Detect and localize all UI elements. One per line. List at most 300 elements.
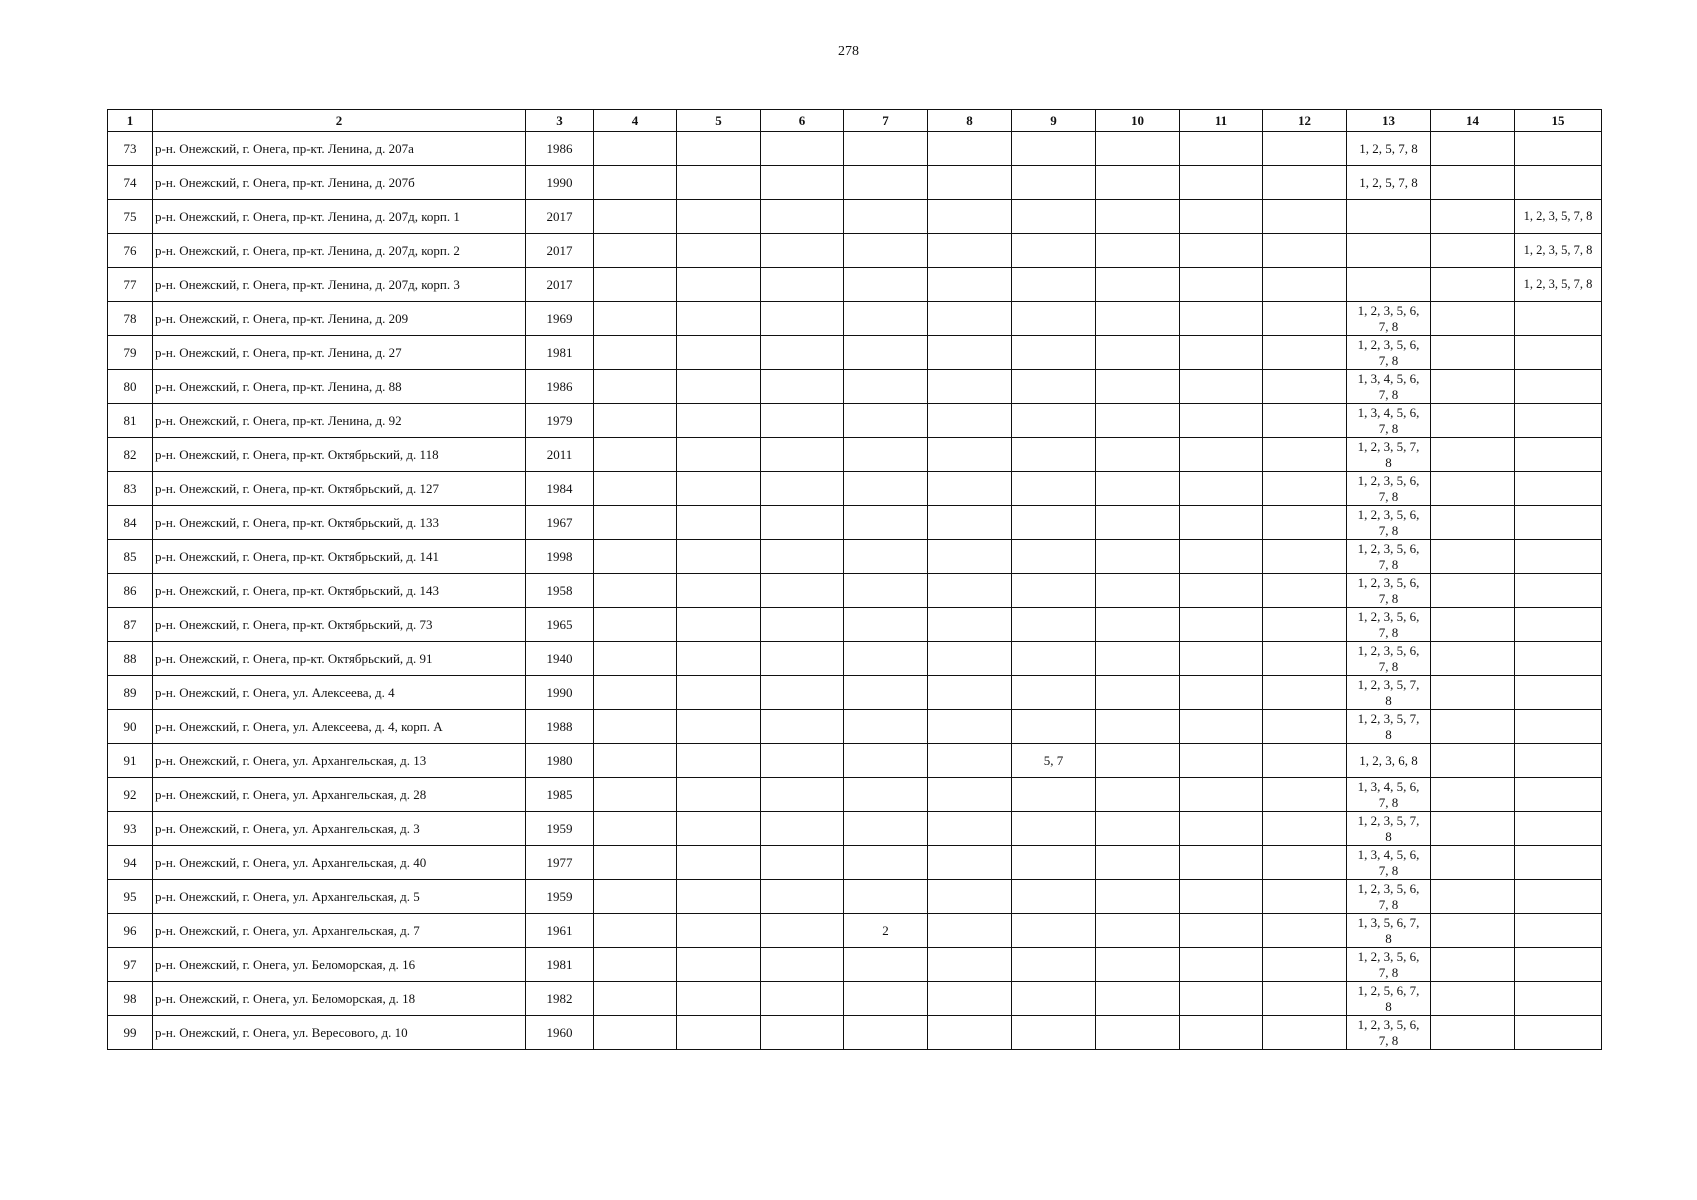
table-cell-col-2: р-н. Онежский, г. Онега, пр-кт. Ленина, д. 27 [153,336,526,370]
table-cell-col-12 [1263,982,1347,1016]
table-cell-col-14 [1431,166,1515,200]
table-cell-col-13: 1, 2, 3, 5, 7, 8 [1347,676,1431,710]
table-cell-col-1: 79 [108,336,153,370]
table-cell-col-15: 1, 2, 3, 5, 7, 8 [1515,234,1602,268]
table-cell-col-4 [594,846,677,880]
table-cell-col-14 [1431,710,1515,744]
table-cell-col-3: 1940 [526,642,594,676]
table-cell-col-2: р-н. Онежский, г. Онега, пр-кт. Ленина, д. 207б [153,166,526,200]
table-cell-col-2: р-н. Онежский, г. Онега, ул. Беломорская, д. 16 [153,948,526,982]
table-cell-col-12 [1263,166,1347,200]
column-header-11: 11 [1180,110,1263,132]
table-cell-col-5 [677,676,761,710]
table-cell-col-5 [677,880,761,914]
table-cell-col-11 [1180,166,1263,200]
table-cell-col-2: р-н. Онежский, г. Онега, ул. Архангельская, д. 13 [153,744,526,778]
table-cell-col-15 [1515,778,1602,812]
table-cell-col-10 [1096,744,1180,778]
table-cell-col-3: 2017 [526,268,594,302]
table-cell-col-1: 80 [108,370,153,404]
table-cell-col-6 [761,812,844,846]
table-cell-col-13: 1, 2, 3, 5, 6, 7, 8 [1347,506,1431,540]
table-cell-col-3: 1981 [526,336,594,370]
table-cell-col-5 [677,472,761,506]
table-cell-col-3: 1959 [526,880,594,914]
table-cell-col-10 [1096,1016,1180,1050]
table-cell-col-2: р-н. Онежский, г. Онега, ул. Архангельская, д. 28 [153,778,526,812]
table-cell-col-8 [928,574,1012,608]
table-cell-col-9 [1012,710,1096,744]
table-cell-col-11 [1180,676,1263,710]
table-cell-col-14 [1431,200,1515,234]
table-cell-col-2: р-н. Онежский, г. Онега, пр-кт. Октябрьский, д. 127 [153,472,526,506]
table-cell-col-3: 1998 [526,540,594,574]
table-cell-col-5 [677,166,761,200]
table-cell-col-11 [1180,438,1263,472]
table-cell-col-12 [1263,268,1347,302]
table-cell-col-2: р-н. Онежский, г. Онега, пр-кт. Ленина, д. 207а [153,132,526,166]
table-cell-col-8 [928,778,1012,812]
table-cell-col-8 [928,880,1012,914]
table-cell-col-12 [1263,846,1347,880]
table-cell-col-9 [1012,608,1096,642]
table-cell-col-14 [1431,472,1515,506]
table-cell-col-13: 1, 2, 3, 5, 6, 7, 8 [1347,336,1431,370]
table-cell-col-3: 1990 [526,676,594,710]
table-cell-col-8 [928,846,1012,880]
table-cell-col-5 [677,336,761,370]
table-cell-col-3: 1980 [526,744,594,778]
page-number: 278 [838,44,859,59]
table-cell-col-14 [1431,778,1515,812]
table-cell-col-9 [1012,642,1096,676]
table-cell-col-5 [677,744,761,778]
table-cell-col-3: 1988 [526,710,594,744]
table-cell-col-14 [1431,132,1515,166]
table-row [108,472,1602,506]
table-cell-col-4 [594,574,677,608]
table-cell-col-10 [1096,574,1180,608]
table-cell-col-11 [1180,608,1263,642]
table-cell-col-15 [1515,302,1602,336]
table-cell-col-6 [761,642,844,676]
table-cell-col-7 [844,472,928,506]
table-cell-col-8 [928,710,1012,744]
table-cell-col-14 [1431,982,1515,1016]
table-cell-col-12 [1263,710,1347,744]
table-cell-col-7 [844,540,928,574]
table-cell-col-10 [1096,880,1180,914]
table-cell-col-7 [844,574,928,608]
table-cell-col-7 [844,710,928,744]
table-cell-col-5 [677,234,761,268]
table-cell-col-2: р-н. Онежский, г. Онега, ул. Архангельская, д. 5 [153,880,526,914]
table-cell-col-15 [1515,1016,1602,1050]
table-cell-col-10 [1096,302,1180,336]
table-cell-col-15 [1515,472,1602,506]
table-cell-col-7 [844,1016,928,1050]
table-cell-col-15 [1515,642,1602,676]
table-row [108,166,1602,200]
table-cell-col-4 [594,132,677,166]
table-cell-col-13: 1, 3, 4, 5, 6, 7, 8 [1347,778,1431,812]
table-cell-col-15 [1515,506,1602,540]
table-cell-col-8 [928,506,1012,540]
table-cell-col-11 [1180,710,1263,744]
table-cell-col-3: 1959 [526,812,594,846]
table-cell-col-5 [677,1016,761,1050]
table-cell-col-10 [1096,268,1180,302]
table-cell-col-15 [1515,948,1602,982]
column-header-3: 3 [526,110,594,132]
table-cell-col-1: 74 [108,166,153,200]
table-cell-col-4 [594,336,677,370]
table-cell-col-3: 1965 [526,608,594,642]
table-cell-col-9 [1012,880,1096,914]
table-cell-col-8 [928,370,1012,404]
table-cell-col-1: 92 [108,778,153,812]
table-cell-col-12 [1263,132,1347,166]
table-cell-col-4 [594,914,677,948]
table-cell-col-8 [928,234,1012,268]
table-cell-col-12 [1263,370,1347,404]
table-cell-col-10 [1096,982,1180,1016]
table-cell-col-9 [1012,200,1096,234]
table-cell-col-6 [761,268,844,302]
table-row [108,132,1602,166]
table-cell-col-12 [1263,336,1347,370]
column-header-14: 14 [1431,110,1515,132]
table-cell-col-11 [1180,1016,1263,1050]
column-header-8: 8 [928,110,1012,132]
table-row [108,540,1602,574]
table-cell-col-2: р-н. Онежский, г. Онега, пр-кт. Ленина, д. 207д, корп. 3 [153,268,526,302]
table-cell-col-2: р-н. Онежский, г. Онега, ул. Алексеева, д. 4, корп. А [153,710,526,744]
table-cell-col-9 [1012,914,1096,948]
table-cell-col-8 [928,336,1012,370]
table-cell-col-5 [677,268,761,302]
table-row [108,778,1602,812]
table-cell-col-4 [594,472,677,506]
table-cell-col-14 [1431,574,1515,608]
table-cell-col-12 [1263,540,1347,574]
table-cell-col-9 [1012,302,1096,336]
table-cell-col-8 [928,132,1012,166]
table-cell-col-8 [928,608,1012,642]
table-cell-col-7 [844,642,928,676]
table-cell-col-9 [1012,506,1096,540]
table-cell-col-10 [1096,676,1180,710]
table-cell-col-5 [677,982,761,1016]
table-cell-col-4 [594,744,677,778]
table-cell-col-5 [677,608,761,642]
table-cell-col-1: 81 [108,404,153,438]
table-cell-col-10 [1096,200,1180,234]
table-cell-col-15: 1, 2, 3, 5, 7, 8 [1515,200,1602,234]
table-cell-col-8 [928,914,1012,948]
table-cell-col-11 [1180,948,1263,982]
table-cell-col-2: р-н. Онежский, г. Онега, ул. Беломорская, д. 18 [153,982,526,1016]
column-header-6: 6 [761,110,844,132]
table-cell-col-3: 1990 [526,166,594,200]
table-cell-col-2: р-н. Онежский, г. Онега, пр-кт. Октябрьский, д. 91 [153,642,526,676]
table-cell-col-5 [677,438,761,472]
table-cell-col-14 [1431,1016,1515,1050]
table-cell-col-2: р-н. Онежский, г. Онега, ул. Вересового, д. 10 [153,1016,526,1050]
table-cell-col-10 [1096,812,1180,846]
table-cell-col-2: р-н. Онежский, г. Онега, ул. Алексеева, д. 4 [153,676,526,710]
table-cell-col-2: р-н. Онежский, г. Онега, пр-кт. Ленина, д. 207д, корп. 1 [153,200,526,234]
table-row [108,948,1602,982]
table-cell-col-1: 84 [108,506,153,540]
table-cell-col-13: 1, 2, 3, 5, 6, 7, 8 [1347,574,1431,608]
table-cell-col-9 [1012,778,1096,812]
table-cell-col-11 [1180,574,1263,608]
table-cell-col-1: 78 [108,302,153,336]
table-cell-col-1: 94 [108,846,153,880]
table-cell-col-4 [594,778,677,812]
table-cell-col-6 [761,234,844,268]
table-cell-col-13: 1, 3, 4, 5, 6, 7, 8 [1347,404,1431,438]
table-cell-col-1: 86 [108,574,153,608]
table-cell-col-6 [761,948,844,982]
table-cell-col-4 [594,608,677,642]
table-cell-col-6 [761,676,844,710]
table-cell-col-10 [1096,336,1180,370]
table-cell-col-2: р-н. Онежский, г. Онега, пр-кт. Октябрьский, д. 141 [153,540,526,574]
table-cell-col-3: 1967 [526,506,594,540]
table-row [108,812,1602,846]
table-cell-col-9 [1012,948,1096,982]
table-cell-col-6 [761,880,844,914]
table-cell-col-6 [761,472,844,506]
table-cell-col-2: р-н. Онежский, г. Онега, пр-кт. Октябрьский, д. 118 [153,438,526,472]
table-cell-col-7 [844,370,928,404]
table-cell-col-4 [594,166,677,200]
table-cell-col-15 [1515,132,1602,166]
table-cell-col-15 [1515,336,1602,370]
table-cell-col-8 [928,948,1012,982]
table-cell-col-3: 1977 [526,846,594,880]
table-cell-col-15 [1515,744,1602,778]
table-cell-col-11 [1180,540,1263,574]
table-cell-col-9 [1012,166,1096,200]
table-cell-col-13: 1, 2, 3, 5, 6, 7, 8 [1347,302,1431,336]
table-cell-col-8 [928,166,1012,200]
table-cell-col-12 [1263,472,1347,506]
table-cell-col-12 [1263,778,1347,812]
table-cell-col-13: 1, 2, 3, 5, 6, 7, 8 [1347,880,1431,914]
table-cell-col-15 [1515,608,1602,642]
table-cell-col-6 [761,370,844,404]
table-cell-col-12 [1263,948,1347,982]
table-cell-col-8 [928,302,1012,336]
table-cell-col-9 [1012,234,1096,268]
table-cell-col-1: 75 [108,200,153,234]
table-cell-col-7 [844,506,928,540]
table-cell-col-11 [1180,880,1263,914]
column-header-10: 10 [1096,110,1180,132]
table-cell-col-1: 95 [108,880,153,914]
table-cell-col-12 [1263,914,1347,948]
table-cell-col-6 [761,710,844,744]
table-cell-col-4 [594,234,677,268]
table-cell-col-13: 1, 2, 3, 6, 8 [1347,744,1431,778]
table-cell-col-3: 1969 [526,302,594,336]
table-cell-col-8 [928,472,1012,506]
table-cell-col-6 [761,744,844,778]
column-header-7: 7 [844,110,928,132]
table-cell-col-12 [1263,574,1347,608]
table-cell-col-10 [1096,166,1180,200]
table-cell-col-5 [677,846,761,880]
table-cell-col-5 [677,812,761,846]
table-cell-col-9: 5, 7 [1012,744,1096,778]
table-cell-col-14 [1431,744,1515,778]
table-cell-col-6 [761,914,844,948]
table-cell-col-13: 1, 2, 3, 5, 7, 8 [1347,710,1431,744]
table-cell-col-2: р-н. Онежский, г. Онега, пр-кт. Ленина, д. 92 [153,404,526,438]
table-row [108,574,1602,608]
table-cell-col-11 [1180,812,1263,846]
table-cell-col-1: 97 [108,948,153,982]
table-cell-col-7 [844,234,928,268]
table-cell-col-13: 1, 2, 3, 5, 6, 7, 8 [1347,472,1431,506]
table-cell-col-4 [594,404,677,438]
table-cell-col-1: 98 [108,982,153,1016]
table-row [108,404,1602,438]
table-cell-col-9 [1012,438,1096,472]
table-cell-col-13: 1, 2, 5, 6, 7, 8 [1347,982,1431,1016]
table-row [108,982,1602,1016]
table-row [108,914,1602,948]
table-cell-col-7: 2 [844,914,928,948]
table-cell-col-8 [928,812,1012,846]
table-cell-col-15 [1515,574,1602,608]
table-cell-col-4 [594,812,677,846]
table-cell-col-9 [1012,1016,1096,1050]
table-cell-col-13: 1, 2, 3, 5, 6, 7, 8 [1347,608,1431,642]
table-cell-col-11 [1180,778,1263,812]
table-cell-col-7 [844,982,928,1016]
table-cell-col-9 [1012,982,1096,1016]
table-cell-col-11 [1180,914,1263,948]
table-cell-col-6 [761,982,844,1016]
table-row [108,370,1602,404]
table-cell-col-8 [928,404,1012,438]
table-cell-col-14 [1431,608,1515,642]
column-header-5: 5 [677,110,761,132]
table-cell-col-3: 1984 [526,472,594,506]
table-cell-col-3: 1982 [526,982,594,1016]
table-row [108,744,1602,778]
table-row [108,880,1602,914]
table-cell-col-15 [1515,880,1602,914]
table-cell-col-1: 87 [108,608,153,642]
table-cell-col-1: 89 [108,676,153,710]
table-cell-col-2: р-н. Онежский, г. Онега, ул. Архангельская, д. 3 [153,812,526,846]
table-cell-col-10 [1096,438,1180,472]
table-cell-col-11 [1180,744,1263,778]
table-cell-col-15 [1515,438,1602,472]
column-header-2: 2 [153,110,526,132]
table-cell-col-6 [761,1016,844,1050]
table-cell-col-14 [1431,812,1515,846]
table-cell-col-3: 1985 [526,778,594,812]
column-header-13: 13 [1347,110,1431,132]
table-cell-col-15 [1515,676,1602,710]
table-cell-col-7 [844,676,928,710]
table-cell-col-7 [844,404,928,438]
table-cell-col-4 [594,1016,677,1050]
table-cell-col-7 [844,200,928,234]
table-cell-col-13: 1, 2, 3, 5, 6, 7, 8 [1347,948,1431,982]
table-row [108,608,1602,642]
table-cell-col-10 [1096,642,1180,676]
table-cell-col-10 [1096,506,1180,540]
table-cell-col-4 [594,370,677,404]
table-cell-col-14 [1431,370,1515,404]
table-cell-col-6 [761,132,844,166]
table-cell-col-11 [1180,234,1263,268]
table-cell-col-11 [1180,132,1263,166]
table-cell-col-10 [1096,234,1180,268]
column-header-12: 12 [1263,110,1347,132]
table-cell-col-14 [1431,880,1515,914]
table-cell-col-9 [1012,846,1096,880]
table-cell-col-3: 1960 [526,1016,594,1050]
table-cell-col-3: 2017 [526,200,594,234]
table-cell-col-1: 76 [108,234,153,268]
table-cell-col-1: 96 [108,914,153,948]
table-cell-col-12 [1263,234,1347,268]
table-cell-col-9 [1012,574,1096,608]
table-cell-col-12 [1263,812,1347,846]
table-cell-col-6 [761,336,844,370]
table-cell-col-5 [677,132,761,166]
table-cell-col-4 [594,982,677,1016]
table-cell-col-7 [844,846,928,880]
table-cell-col-5 [677,370,761,404]
table-cell-col-14 [1431,540,1515,574]
table-cell-col-9 [1012,404,1096,438]
table-cell-col-5 [677,642,761,676]
table-cell-col-7 [844,948,928,982]
table-cell-col-10 [1096,608,1180,642]
table-cell-col-5 [677,710,761,744]
table-cell-col-4 [594,268,677,302]
table-cell-col-10 [1096,914,1180,948]
table-cell-col-13: 1, 2, 3, 5, 6, 7, 8 [1347,642,1431,676]
table-cell-col-8 [928,438,1012,472]
table-cell-col-4 [594,302,677,336]
table-cell-col-12 [1263,302,1347,336]
table-cell-col-11 [1180,200,1263,234]
table-cell-col-7 [844,880,928,914]
table-cell-col-14 [1431,302,1515,336]
table-cell-col-15 [1515,166,1602,200]
table-cell-col-2: р-н. Онежский, г. Онега, ул. Архангельская, д. 7 [153,914,526,948]
table-cell-col-2: р-н. Онежский, г. Онега, пр-кт. Октябрьский, д. 73 [153,608,526,642]
table-cell-col-7 [844,336,928,370]
table-cell-col-5 [677,914,761,948]
column-header-9: 9 [1012,110,1096,132]
table-header-row [108,110,1602,132]
table-cell-col-10 [1096,540,1180,574]
table-cell-col-4 [594,506,677,540]
table-cell-col-15 [1515,540,1602,574]
table-cell-col-15 [1515,710,1602,744]
